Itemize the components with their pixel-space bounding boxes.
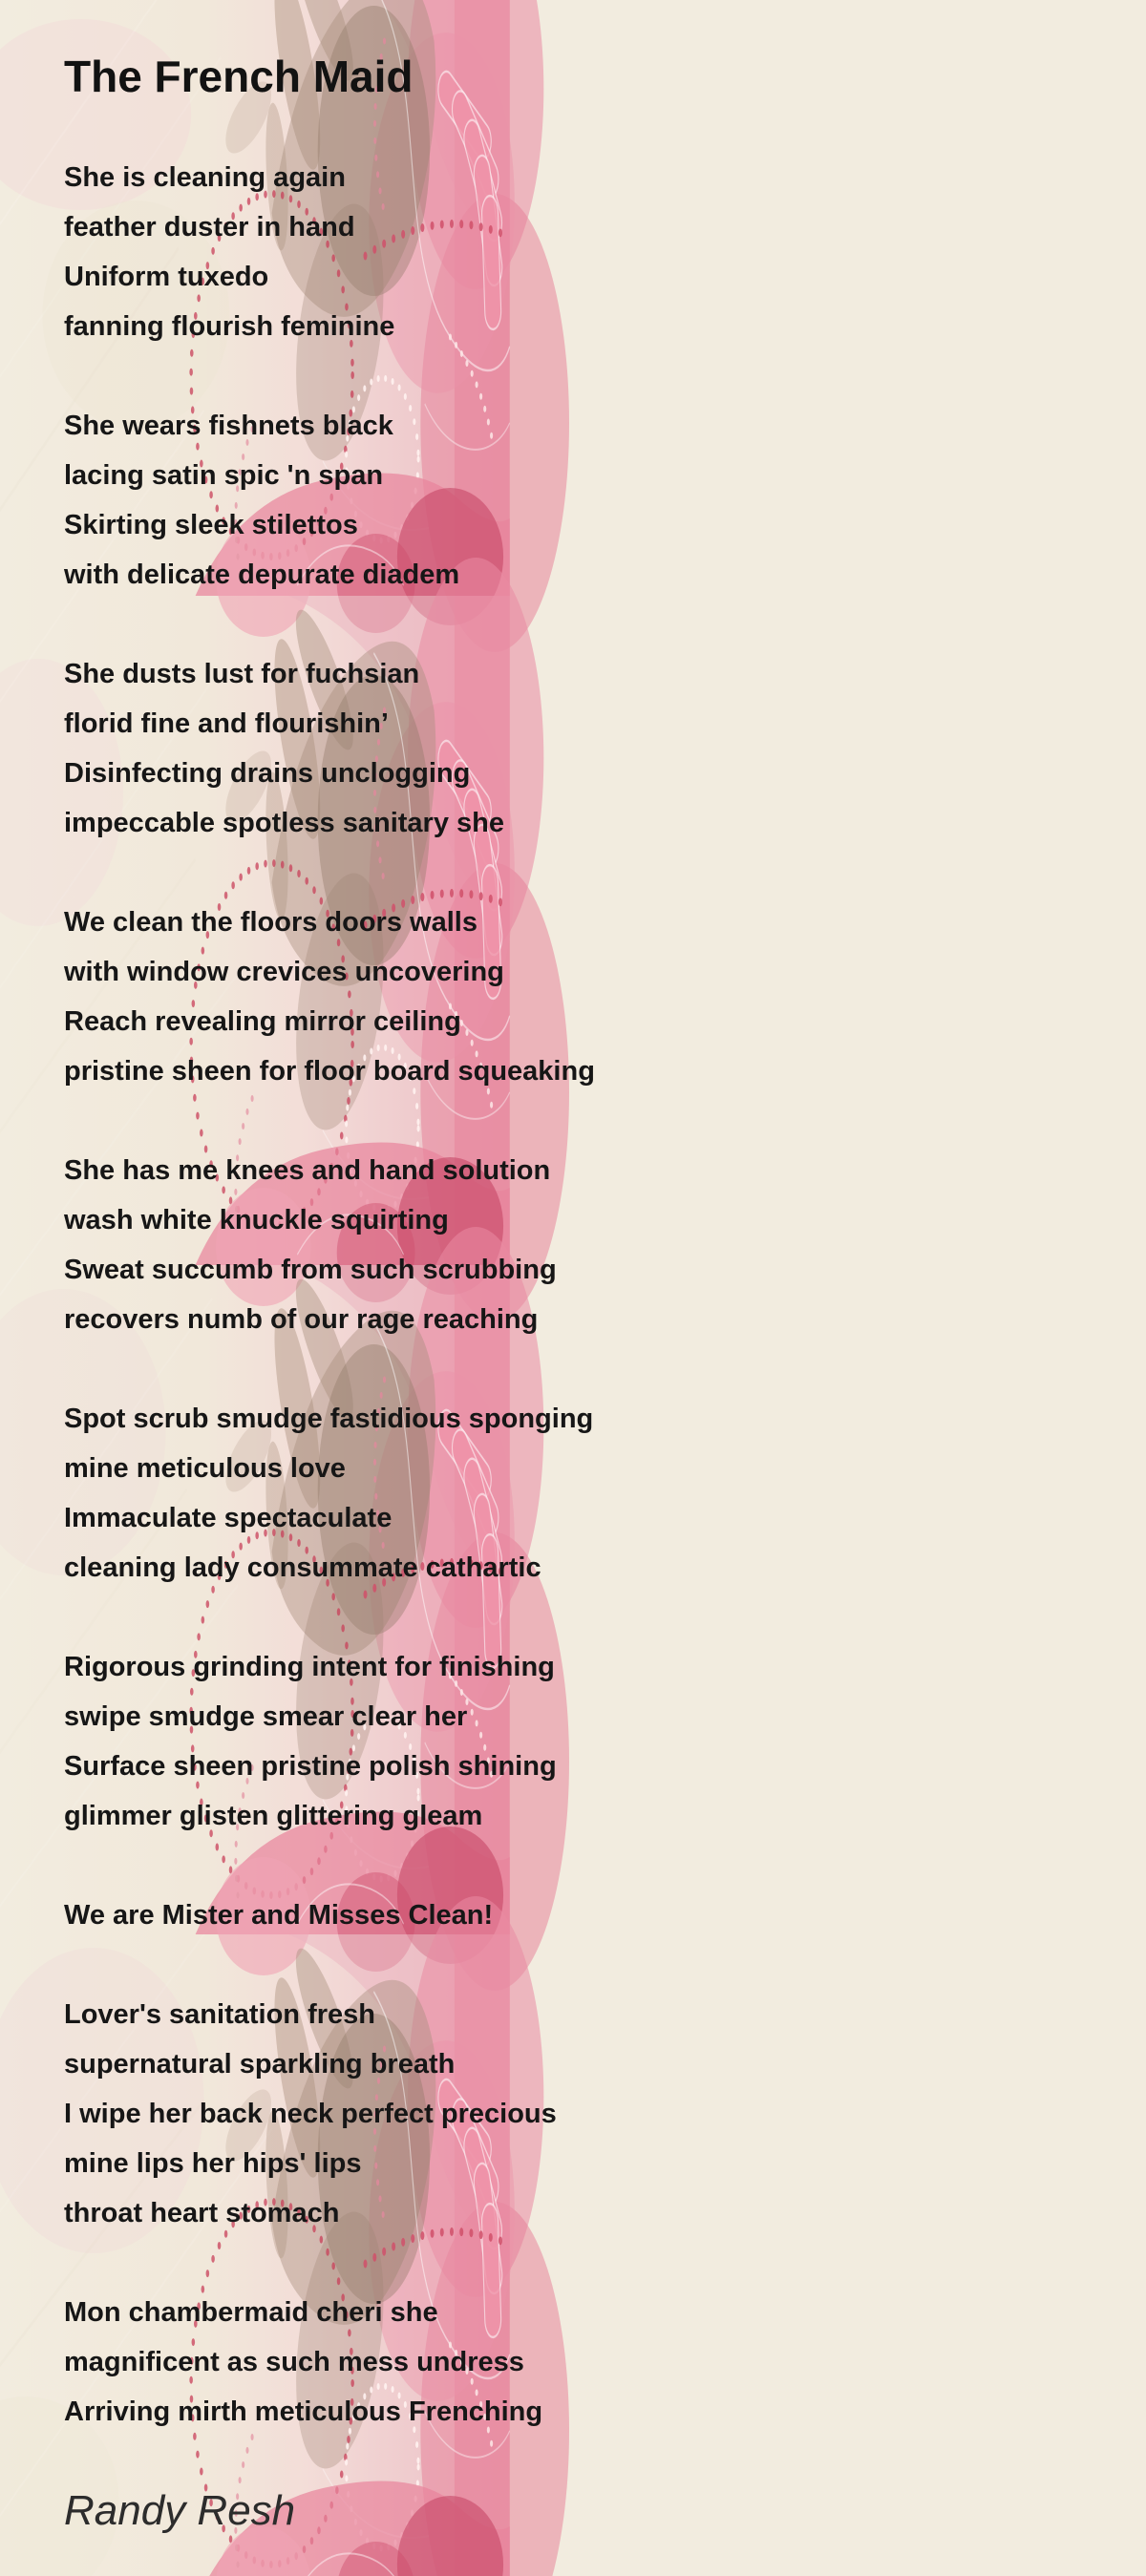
poem-line: lacing satin spic 'n span (64, 459, 384, 491)
poem-line: supernatural sparkling breath (64, 2048, 456, 2080)
poem-stanza (64, 1394, 923, 1593)
poem-line: We are Mister and Misses Clean! (64, 1899, 494, 1931)
poem-line: magnificent as such mess undress (64, 2346, 524, 2377)
poem-line: Spot scrub smudge fastidious sponging (64, 1403, 594, 1434)
poem-line: Immaculate spectaculate (64, 1502, 393, 1533)
poem-stanza (64, 897, 923, 1096)
poem-line: She has me knees and hand solution (64, 1154, 551, 1186)
poem-stanza (64, 401, 923, 600)
poem-line: florid fine and flourishin’ (64, 707, 389, 739)
poem-line: mine lips her hips' lips (64, 2147, 362, 2179)
poem-line: Surface sheen pristine polish shining (64, 1750, 557, 1782)
poem-stanza (64, 649, 923, 848)
poem-line: We clean the floors doors walls (64, 906, 478, 938)
poem-line: swipe smudge smear clear her (64, 1700, 468, 1732)
poem-line: Reach revealing mirror ceiling (64, 1005, 461, 1037)
poem-line: Skirting sleek stilettos (64, 509, 358, 540)
poem-line: She dusts lust for fuchsian (64, 658, 420, 689)
poem-line: fanning flourish feminine (64, 310, 395, 342)
poem-line: Lover's sanitation fresh (64, 1998, 375, 2030)
poem-line: pristine sheen for floor board squeaking (64, 1055, 595, 1087)
poem-stanza (64, 1990, 923, 2238)
poem-line: Rigorous grinding intent for finishing (64, 1651, 555, 1682)
poem-line: recovers numb of our rage reaching (64, 1303, 539, 1335)
poem-line: glimmer glisten glittering gleam (64, 1800, 483, 1831)
poem-line: Sweat succumb from such scrubbing (64, 1254, 557, 1285)
poem-line: Mon chambermaid cheri she (64, 2296, 438, 2328)
poem-line: throat heart stomach (64, 2197, 340, 2228)
poem-stanza (64, 1642, 923, 1841)
poem-stanza (64, 2288, 923, 2437)
poem-line: I wipe her back neck perfect precious (64, 2098, 557, 2129)
poem-line: She is cleaning again (64, 161, 346, 193)
poem-stanza (64, 1146, 923, 1344)
poem-stanza (64, 1890, 923, 1940)
poem-title: The French Maid (64, 52, 414, 101)
poem-stanza (64, 153, 923, 351)
poem-line: cleaning lady consummate cathartic (64, 1552, 541, 1583)
poem-line: mine meticulous love (64, 1452, 346, 1484)
poem-content (64, 0, 923, 2536)
poem-line: Disinfecting drains unclogging (64, 757, 471, 789)
poem-line: with delicate depurate diadem (64, 559, 460, 590)
poem-line: She wears fishnets black (64, 410, 393, 441)
poem-author: Randy Resh (64, 2487, 296, 2534)
poem-line: Arriving mirth meticulous Frenching (64, 2396, 543, 2427)
poem-line: wash white knuckle squirting (64, 1204, 449, 1235)
poem-line: with window crevices uncovering (64, 956, 504, 987)
poem-line: impeccable spotless sanitary she (64, 807, 504, 838)
poem-line: feather duster in hand (64, 211, 355, 243)
poem-line: Uniform tuxedo (64, 261, 269, 292)
